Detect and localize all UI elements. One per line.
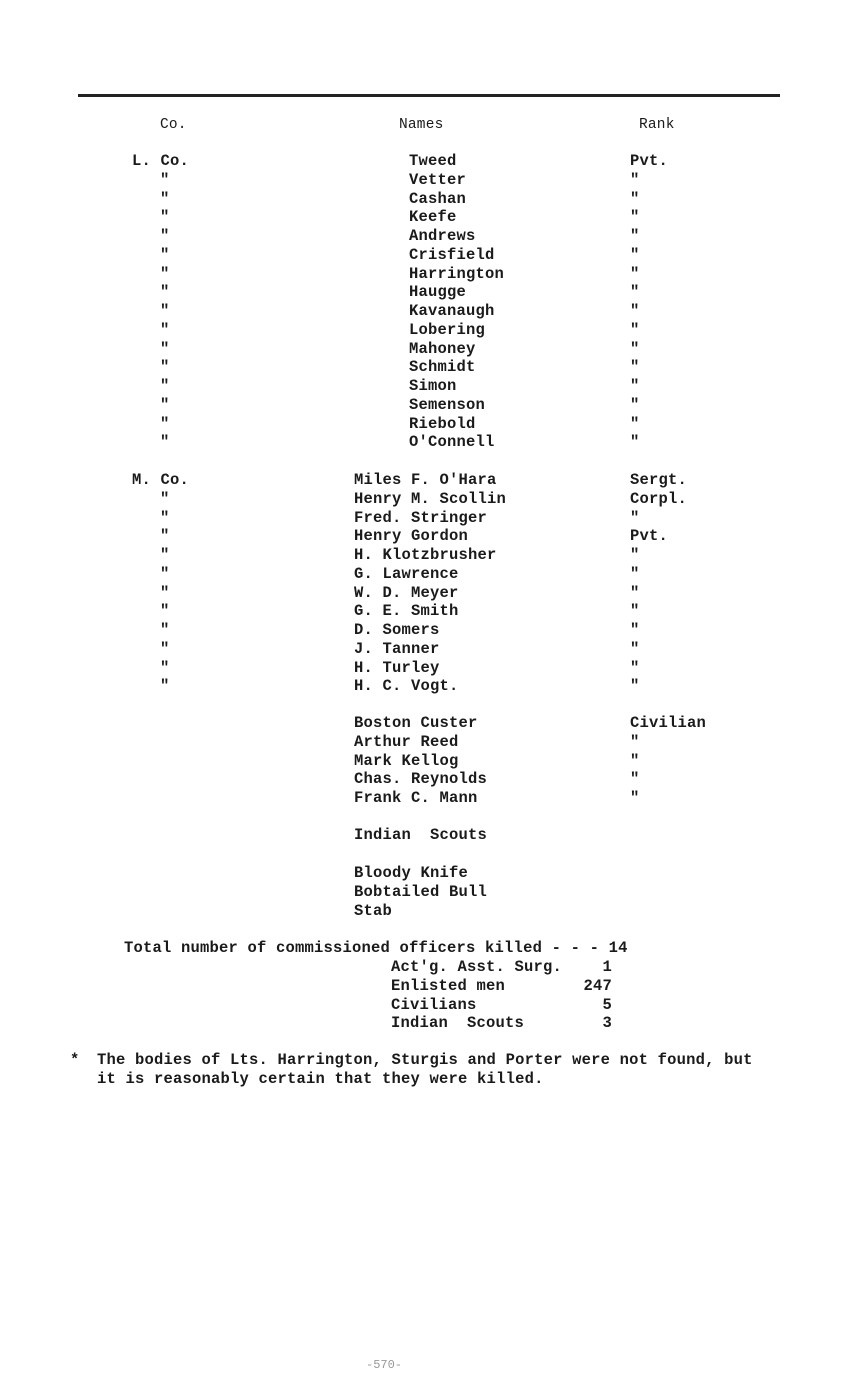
civilian-name: Arthur Reed [354,733,459,751]
soldier-rank: " [630,659,640,677]
company-ditto: " [160,377,170,395]
total-label: Indian Scouts [391,1014,525,1032]
soldier-rank: " [630,377,640,395]
soldier-rank: Pvt. [630,527,669,545]
soldier-name: H. Klotzbrusher [354,546,497,564]
page-number: -570- [366,1358,403,1372]
soldier-rank: " [630,246,640,264]
soldier-name: Mahoney [409,340,476,358]
civilian-rank: Civilian [630,714,707,732]
soldier-name: G. E. Smith [354,602,459,620]
soldier-name: Andrews [409,227,476,245]
company-ditto: " [160,415,170,433]
company-ditto: " [160,640,170,658]
soldier-rank: " [630,415,640,433]
total-officers-line: Total number of commissioned officers killed - - - 14 [124,939,628,957]
company-ditto: " [160,208,170,226]
company-ditto: " [160,490,170,508]
scouts-heading: Indian Scouts [354,826,488,844]
soldier-rank: " [630,321,640,339]
footnote-line-2: it is reasonably certain that they were killed. [97,1070,544,1088]
soldier-name: Kavanaugh [409,302,495,320]
soldier-rank: " [630,621,640,639]
civilian-name: Mark Kellog [354,752,459,770]
total-value: 5 [602,996,612,1014]
soldier-name: Miles F. O'Hara [354,471,497,489]
scout-name: Stab [354,902,393,920]
company-ditto: " [160,321,170,339]
header-names: Names [399,117,444,133]
soldier-name: Harrington [409,265,505,283]
soldier-rank: " [630,302,640,320]
soldier-name: Semenson [409,396,486,414]
company-ditto: " [160,602,170,620]
company-ditto: " [160,283,170,301]
header-rank: Rank [639,117,675,133]
footnote-line-1: The bodies of Lts. Harrington, Sturgis and Porter were not found, but [97,1051,753,1069]
soldier-rank: " [630,509,640,527]
company-ditto: " [160,190,170,208]
civilian-name: Frank C. Mann [354,789,478,807]
soldier-name: G. Lawrence [354,565,459,583]
soldier-rank: " [630,640,640,658]
company-ditto: " [160,340,170,358]
soldier-rank: " [630,227,640,245]
soldier-rank: " [630,171,640,189]
soldier-name: Henry Gordon [354,527,469,545]
soldier-rank: " [630,208,640,226]
soldier-rank: " [630,546,640,564]
company-ditto: " [160,546,170,564]
company-ditto: " [160,584,170,602]
soldier-rank: " [630,584,640,602]
soldier-rank: Pvt. [630,152,669,170]
soldier-name: W. D. Meyer [354,584,459,602]
soldier-rank: " [630,358,640,376]
soldier-name: Keefe [409,208,457,226]
company-label: M. Co. [132,471,190,489]
company-ditto: " [160,509,170,527]
company-ditto: " [160,396,170,414]
total-label: Enlisted men [391,977,506,995]
company-ditto: " [160,358,170,376]
soldier-name: J. Tanner [354,640,440,658]
company-ditto: " [160,265,170,283]
soldier-name: Haugge [409,283,467,301]
soldier-name: H. Turley [354,659,440,677]
soldier-rank: Corpl. [630,490,688,508]
company-ditto: " [160,246,170,264]
header-co: Co. [160,117,187,133]
company-ditto: " [160,171,170,189]
civilian-name: Boston Custer [354,714,478,732]
soldier-name: Lobering [409,321,486,339]
soldier-rank: " [630,677,640,695]
company-ditto: " [160,565,170,583]
total-label: Civilians [391,996,477,1014]
company-ditto: " [160,677,170,695]
total-value: 3 [602,1014,612,1032]
company-ditto: " [160,621,170,639]
soldier-rank: " [630,602,640,620]
company-label: L. Co. [132,152,190,170]
soldier-name: Henry M. Scollin [354,490,507,508]
soldier-name: D. Somers [354,621,440,639]
total-value: 1 [602,958,612,976]
scout-name: Bobtailed Bull [354,883,488,901]
soldier-rank: " [630,433,640,451]
soldier-rank: " [630,190,640,208]
soldier-name: H. C. Vogt. [354,677,459,695]
top-rule [78,94,780,97]
soldier-rank: " [630,283,640,301]
civilian-name: Chas. Reynolds [354,770,488,788]
soldier-rank: " [630,340,640,358]
soldier-rank: Sergt. [630,471,688,489]
soldier-name: Tweed [409,152,457,170]
soldier-rank: " [630,265,640,283]
soldier-name: Vetter [409,171,467,189]
soldier-name: Riebold [409,415,476,433]
company-ditto: " [160,433,170,451]
total-value: 247 [583,977,612,995]
soldier-name: Crisfield [409,246,495,264]
soldier-name: Simon [409,377,457,395]
soldier-rank: " [630,396,640,414]
company-ditto: " [160,227,170,245]
total-label: Act'g. Asst. Surg. [391,958,563,976]
soldier-name: O'Connell [409,433,495,451]
company-ditto: " [160,659,170,677]
soldier-rank: " [630,565,640,583]
civilian-rank: " [630,752,640,770]
soldier-name: Cashan [409,190,467,208]
scout-name: Bloody Knife [354,864,469,882]
civilian-rank: " [630,733,640,751]
civilian-rank: " [630,770,640,788]
civilian-rank: " [630,789,640,807]
soldier-name: Schmidt [409,358,476,376]
company-ditto: " [160,302,170,320]
soldier-name: Fred. Stringer [354,509,488,527]
footnote-star: * [70,1051,80,1069]
company-ditto: " [160,527,170,545]
